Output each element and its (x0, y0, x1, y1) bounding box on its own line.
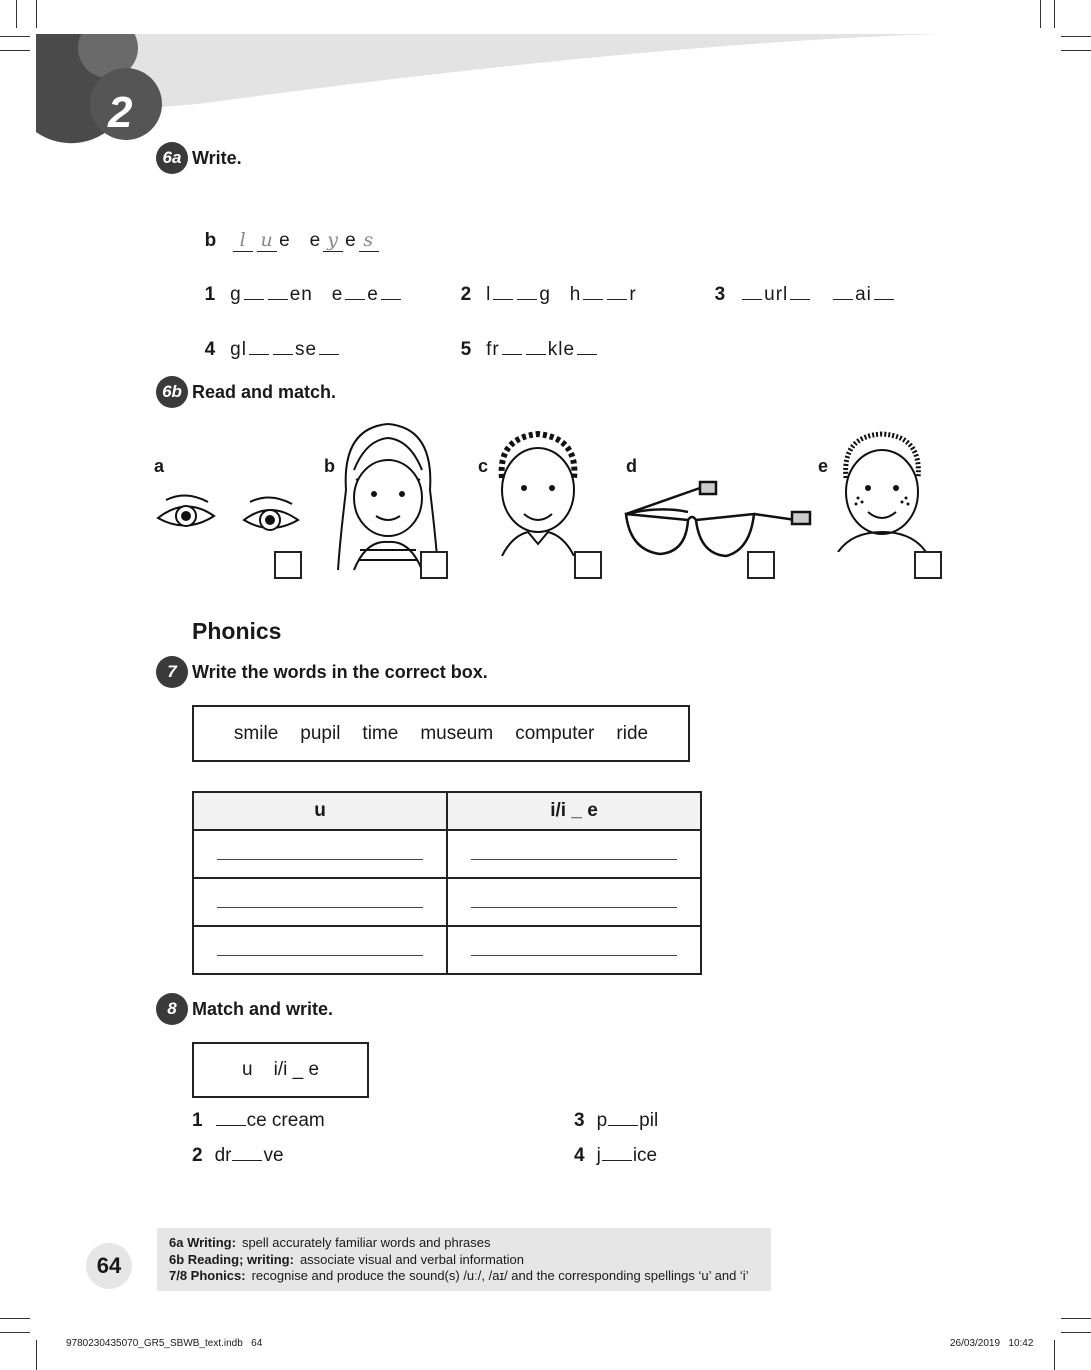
answer-cell[interactable] (447, 926, 701, 974)
picture-letter-e: e (818, 456, 829, 476)
word-bank-item: ride (616, 722, 649, 744)
exercise-badge-6b: 6b (156, 376, 188, 408)
learning-objectives (157, 1228, 771, 1291)
match-box-b[interactable] (420, 551, 448, 579)
match-box-d[interactable] (747, 551, 775, 579)
spelling-item-3[interactable]: 3 url ai (702, 262, 896, 306)
picture-letter-a: a (154, 456, 165, 476)
answer-cell[interactable] (193, 830, 447, 878)
word-bank-item: pupil (300, 722, 341, 744)
print-slug-date: 26/03/2019 10:42 (950, 1338, 1034, 1349)
word-bank-item: computer (515, 722, 595, 744)
exercise-badge-6a: 6a (156, 142, 188, 174)
gap-item-2[interactable]: 2 dr ve (192, 1145, 284, 1166)
print-slug-file: 9780230435070_GR5_SBWB_text.indb 64 (66, 1338, 263, 1349)
column-header-i: i/i _ e (447, 792, 701, 830)
boy-freckles-icon (834, 428, 930, 552)
table-row (193, 830, 701, 878)
sound-options-box: u i/i _ e (192, 1042, 369, 1098)
exercise-7-title: Write the words in the correct box. (192, 662, 488, 682)
exercise-badge-8: 8 (156, 993, 188, 1025)
answer-cell[interactable] (447, 830, 701, 878)
glasses-icon (620, 480, 816, 566)
word-bank-item: time (362, 722, 399, 744)
answer-cell[interactable] (447, 878, 701, 926)
spelling-item-1[interactable]: 1 g en e e (192, 262, 403, 306)
word-bank (192, 705, 690, 762)
answer-cell[interactable] (193, 926, 447, 974)
boy-curly-hair-icon (492, 428, 586, 556)
gap-item-4[interactable]: 4 j ice (574, 1145, 658, 1166)
picture-letter-c: c (478, 456, 489, 476)
spelling-item-2[interactable]: 2 l g h r (460, 284, 637, 305)
phonics-heading: Phonics (192, 618, 282, 644)
match-box-c[interactable] (574, 551, 602, 579)
objective-line: 6b Reading; writing: associate visual and verbal information (169, 1251, 524, 1267)
sorting-table (192, 791, 702, 975)
match-box-e[interactable] (914, 551, 942, 579)
unit-number: 2 (108, 88, 133, 137)
table-row (193, 926, 701, 974)
girl-long-hair-icon (336, 420, 440, 572)
exercise-6a-title: Write. (192, 148, 242, 168)
spelling-item-4[interactable]: 4 gl se (192, 317, 341, 361)
exercise-6b-title: Read and match. (192, 382, 337, 402)
picture-letter-d: d (626, 456, 637, 476)
exercise-8-title: Match and write. (192, 999, 334, 1019)
table-row (193, 878, 701, 926)
eyes-icon (152, 492, 302, 546)
gap-item-3[interactable]: 3 p pil (574, 1110, 659, 1131)
unit-circles (36, 34, 166, 146)
objective-line: 7/8 Phonics: recognise and produce the sound(s) /uː/, /aɪ/ and the corresponding spellings ‘u’ and ‘i’ (169, 1268, 749, 1283)
column-header-u: u (193, 792, 447, 830)
word-bank-item: museum (420, 722, 494, 744)
word-bank-item: smile (233, 722, 279, 744)
objective-line: 6a Writing: spell accurately familiar words and phrases (169, 1235, 491, 1250)
answer-cell[interactable] (193, 878, 447, 926)
example-word-line: b l u e e y e s (192, 207, 381, 252)
gap-item-1[interactable]: 1 ce cream (192, 1110, 325, 1131)
page-number: 64 (86, 1243, 132, 1289)
spelling-item-5[interactable]: 5 fr kle (448, 317, 599, 361)
picture-letter-b: b (324, 456, 335, 476)
exercise-badge-7: 7 (156, 656, 188, 688)
match-box-a[interactable] (274, 551, 302, 579)
header-decoration (38, 34, 938, 114)
